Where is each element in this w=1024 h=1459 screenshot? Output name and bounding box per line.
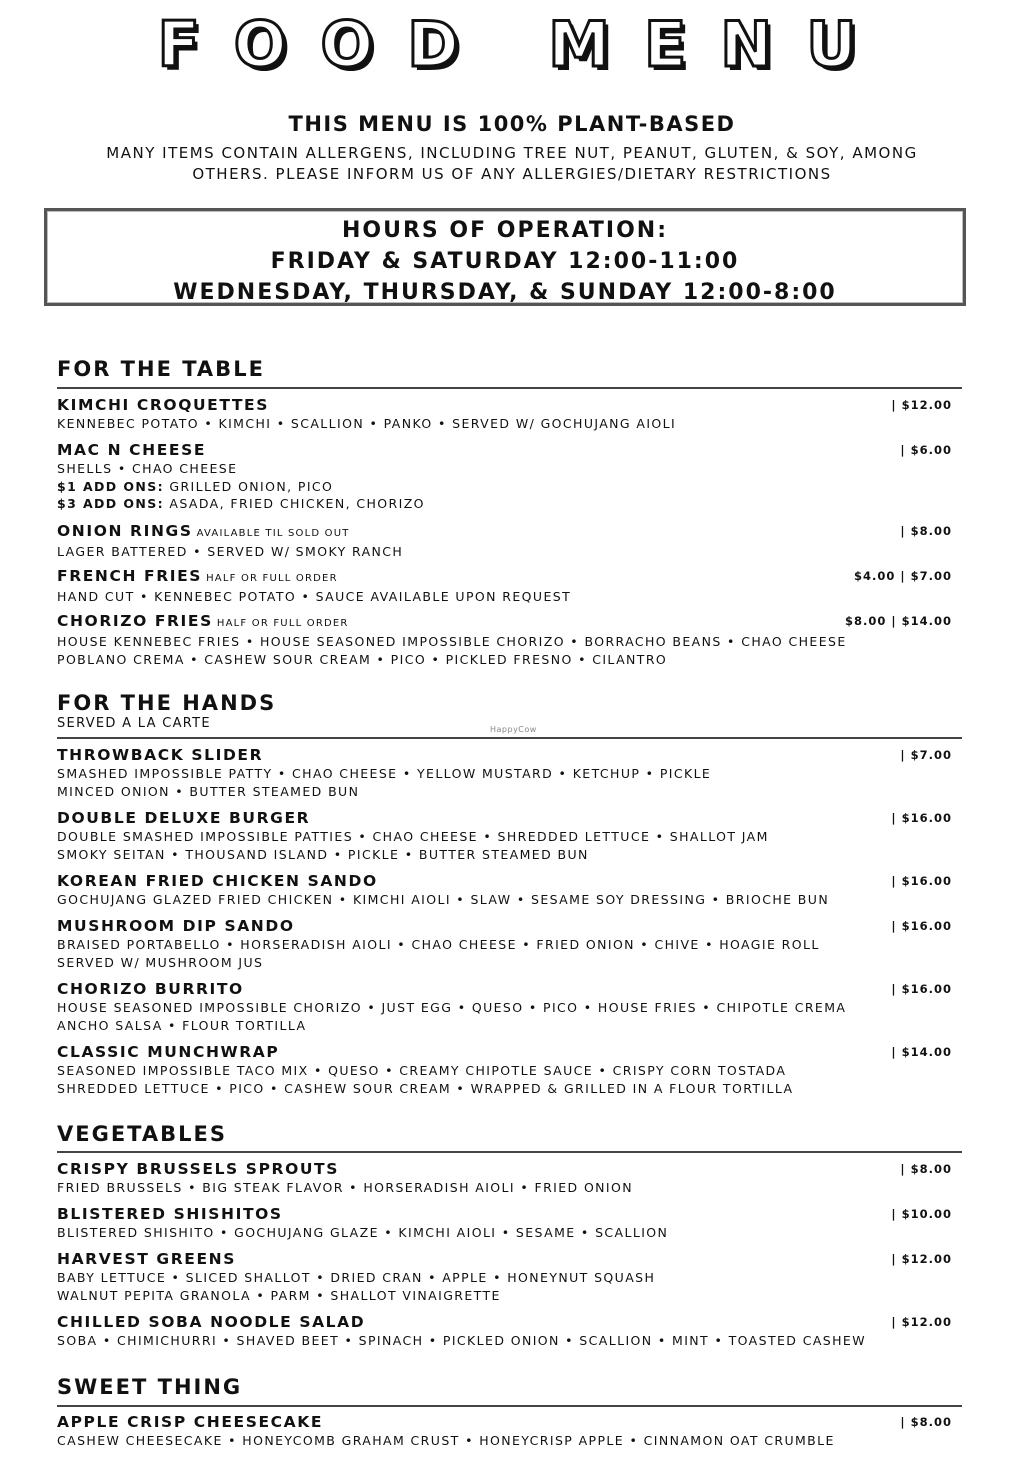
menu-title: FOOD MENU [157, 8, 891, 81]
menu-item [57, 1205, 962, 1242]
hours-line: FRIDAY & SATURDAY 12:00-11:00 [270, 249, 740, 274]
menu-item [57, 917, 962, 971]
item-price: | $12.00 [891, 398, 952, 412]
allergen-notice-line: MANY ITEMS CONTAIN ALLERGENS, INCLUDING TREE NUT, PEANUT, GLUTEN, & SOY, AMONG [106, 144, 918, 162]
hours-of-operation-box [44, 208, 966, 306]
item-description: SOBA • CHIMICHURRI • SHAVED BEET • SPINACH • PICKLED ONION • SCALLION • MINT • TOASTED CASHEW [57, 1333, 866, 1348]
section-subtitle: SERVED A LA CARTE [57, 716, 211, 731]
item-note: HALF OR FULL ORDER [216, 618, 349, 629]
item-name: CHORIZO FRIES [57, 612, 213, 630]
item-description: CASHEW CHEESECAKE • HONEYCOMB GRAHAM CRUST • HONEYCRISP APPLE • CINNAMON OAT CRUMBLE [57, 1433, 835, 1448]
item-price: | $8.00 [900, 1415, 952, 1429]
menu-item [57, 522, 962, 561]
item-name: ONION RINGS [57, 522, 193, 540]
section-header-sweet-thing [57, 1374, 962, 1407]
item-description: HOUSE KENNEBEC FRIES • HOUSE SEASONED IMPOSSIBLE CHORIZO • BORRACHO BEANS • CHAO CHEESE [57, 634, 847, 649]
menu-item [57, 1313, 962, 1350]
menu-item [57, 872, 962, 909]
menu-item [57, 567, 962, 606]
menu-item [57, 1413, 962, 1450]
section-title: SWEET THING [57, 1375, 243, 1399]
item-description: SMOKY SEITAN • THOUSAND ISLAND • PICKLE • BUTTER STEAMED BUN [57, 846, 589, 862]
menu-item [57, 809, 962, 863]
item-price: | $8.00 [900, 524, 952, 538]
menu-item [57, 1043, 962, 1097]
item-price: | $7.00 [900, 748, 952, 762]
addon-label: $3 ADD ONS: [57, 496, 165, 511]
item-description: POBLANO CREMA • CASHEW SOUR CREAM • PICO • PICKLED FRESNO • CILANTRO [57, 651, 668, 667]
item-price: | $16.00 [891, 982, 952, 996]
item-note: HALF OR FULL ORDER [206, 573, 338, 584]
menu-item [57, 441, 962, 513]
item-price: | $16.00 [891, 919, 952, 933]
item-name: CLASSIC MUNCHWRAP [57, 1043, 280, 1061]
item-name: DOUBLE DELUXE BURGER [57, 809, 311, 827]
menu-item [57, 396, 962, 433]
item-description: DOUBLE SMASHED IMPOSSIBLE PATTIES • CHAO CHEESE • SHREDDED LETTUCE • SHALLOT JAM [57, 829, 769, 844]
item-description: MINCED ONION • BUTTER STEAMED BUN [57, 783, 360, 799]
item-name: THROWBACK SLIDER [57, 746, 264, 764]
item-description: BABY LETTUCE • SLICED SHALLOT • DRIED CRAN • APPLE • HONEYNUT SQUASH [57, 1270, 656, 1285]
menu-item [57, 980, 962, 1034]
item-name: HARVEST GREENS [57, 1250, 236, 1268]
addon-value: GRILLED ONION, PICO [164, 478, 334, 494]
item-name: KIMCHI CROQUETTES [57, 396, 270, 414]
item-name: CRISPY BRUSSELS SPROUTS [57, 1160, 339, 1178]
item-price: | $10.00 [891, 1207, 952, 1221]
item-note: AVAILABLE TIL SOLD OUT [196, 528, 350, 539]
item-description: GOCHUJANG GLAZED FRIED CHICKEN • KIMCHI AIOLI • SLAW • SESAME SOY DRESSING • BRIOCHE BUN [57, 892, 830, 907]
item-price: | $8.00 [900, 1162, 952, 1176]
menu-item [57, 1160, 962, 1197]
section-title: VEGETABLES [57, 1122, 227, 1146]
item-name: FRENCH FRIES [57, 567, 203, 585]
item-price: | $12.00 [891, 1252, 952, 1266]
item-name: KOREAN FRIED CHICKEN SANDO [57, 872, 378, 890]
hours-heading: HOURS OF OPERATION: [341, 218, 669, 243]
section-title: FOR THE HANDS [57, 691, 277, 715]
section-header-vegetables [57, 1121, 962, 1153]
allergen-notice [0, 143, 1024, 185]
section-title: FOR THE TABLE [57, 357, 265, 381]
item-price: | $16.00 [891, 874, 952, 888]
item-description: BLISTERED SHISHITO • GOCHUJANG GLAZE • KIMCHI AIOLI • SESAME • SCALLION [57, 1225, 669, 1240]
happycow-watermark: HappyCow [490, 725, 537, 734]
item-description: WALNUT PEPITA GRANOLA • PARM • SHALLOT VINAIGRETTE [57, 1287, 501, 1303]
item-description: SMASHED IMPOSSIBLE PATTY • CHAO CHEESE • YELLOW MUSTARD • KETCHUP • PICKLE [57, 766, 712, 781]
item-description: SEASONED IMPOSSIBLE TACO MIX • QUESO • CREAMY CHIPOTLE SAUCE • CRISPY CORN TOSTADA [57, 1063, 787, 1078]
item-description: FRIED BRUSSELS • BIG STEAK FLAVOR • HORSERADISH AIOLI • FRIED ONION [57, 1180, 634, 1195]
item-description: BRAISED PORTABELLO • HORSERADISH AIOLI • CHAO CHEESE • FRIED ONION • CHIVE • HOAGIE ROLL [57, 937, 820, 952]
item-name: BLISTERED SHISHITOS [57, 1205, 283, 1223]
item-description: KENNEBEC POTATO • KIMCHI • SCALLION • PANKO • SERVED W/ GOCHUJANG AIOLI [57, 416, 677, 431]
addon-label: $1 ADD ONS: [57, 478, 165, 494]
item-name: CHILLED SOBA NOODLE SALAD [57, 1313, 366, 1331]
item-price: $8.00 | $14.00 [845, 614, 952, 628]
item-price: | $14.00 [891, 1045, 952, 1059]
plant-based-notice: THIS MENU IS 100% PLANT-BASED [288, 112, 736, 136]
section-header-for-the-table [57, 356, 962, 389]
item-description: LAGER BATTERED • SERVED W/ SMOKY RANCH [57, 544, 404, 559]
menu-item [57, 746, 962, 800]
item-name: MAC N CHEESE [57, 441, 207, 459]
item-price: $4.00 | $7.00 [854, 569, 952, 583]
item-description: HAND CUT • KENNEBEC POTATO • SAUCE AVAILABLE UPON REQUEST [57, 589, 572, 604]
item-price: | $12.00 [891, 1315, 952, 1329]
item-price: | $6.00 [900, 443, 952, 457]
menu-item [57, 612, 962, 668]
menu-item [57, 1250, 962, 1304]
item-addon [57, 478, 962, 496]
item-description: SHREDDED LETTUCE • PICO • CASHEW SOUR CREAM • WRAPPED & GRILLED IN A FLOUR TORTILLA [57, 1080, 794, 1096]
item-name: MUSHROOM DIP SANDO [57, 917, 295, 935]
item-description: ANCHO SALSA • FLOUR TORTILLA [57, 1017, 307, 1033]
allergen-notice-line: OTHERS. PLEASE INFORM US OF ANY ALLERGIES/DIETARY RESTRICTIONS [192, 165, 832, 183]
item-addon [57, 495, 962, 513]
item-name: CHORIZO BURRITO [57, 980, 244, 998]
item-price: | $16.00 [891, 811, 952, 825]
addon-value: ASADA, FRIED CHICKEN, CHORIZO [164, 496, 425, 511]
item-name: APPLE CRISP CHEESECAKE [57, 1413, 324, 1431]
hours-line: WEDNESDAY, THURSDAY, & SUNDAY 12:00-8:00 [173, 280, 837, 305]
item-description: SERVED W/ MUSHROOM JUS [57, 954, 264, 970]
item-description: SHELLS • CHAO CHEESE [57, 461, 238, 476]
item-description: HOUSE SEASONED IMPOSSIBLE CHORIZO • JUST EGG • QUESO • PICO • HOUSE FRIES • CHIPOTLE CREMA [57, 1000, 847, 1015]
